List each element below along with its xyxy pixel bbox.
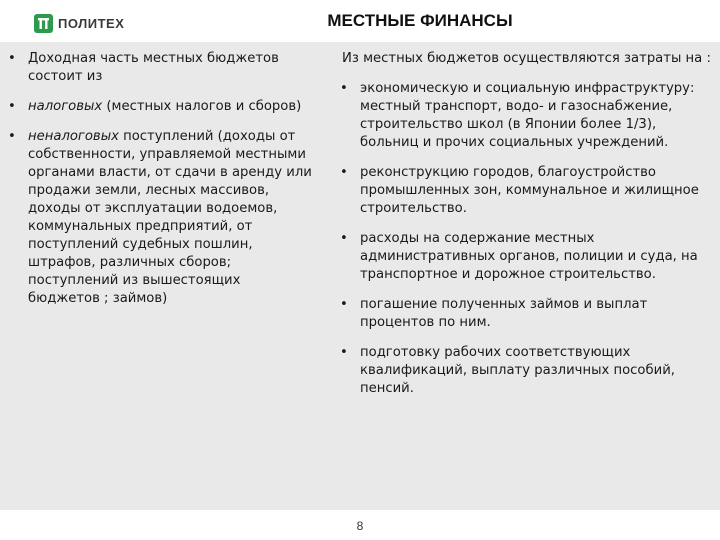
- list-item: [8, 50, 312, 86]
- logo-text: ПОЛИТЕХ: [58, 15, 125, 31]
- bullet-icon: •: [8, 129, 16, 144]
- bullet-icon: •: [8, 99, 16, 114]
- expenses-intro: Из местных бюджетов осуществляются затраты на :: [342, 51, 711, 66]
- politech-logo-mark-icon: [34, 14, 53, 33]
- tax-revenue-term: налоговых: [28, 99, 103, 114]
- header: [0, 0, 720, 42]
- right-column: [340, 50, 712, 398]
- page-title: МЕСТНЫЕ ФИНАНСЫ: [327, 11, 513, 30]
- expense-item: реконструкцию городов, благоустройство промышленных зон, коммунальное и жилищное строительство.: [360, 165, 699, 216]
- bullet-icon: •: [340, 165, 348, 180]
- list-item: [340, 164, 712, 218]
- left-column: [8, 50, 312, 308]
- politech-logo: [34, 12, 124, 34]
- non-tax-revenue-term: неналоговых: [28, 129, 119, 144]
- expense-item: экономическую и социальную инфраструктуру: местный транспорт, водо- и газоснабжение, строительство школ (в Японии более 1/3), больниц и прочих социальных учреждений.: [360, 81, 695, 150]
- bullet-icon: •: [340, 81, 348, 96]
- bullet-icon: •: [340, 297, 348, 312]
- non-tax-revenue-desc: поступлений (доходы от собственности, управляемой местными органами власти, от сдачи в аренду или продажи земли, лесных массивов, доходы от эксплуатации водоемов, коммунальных предприятий, от поступлений судебных пошлин, штрафов, различных сборов; поступлений из вышестоящих бюджетов ; займов): [28, 129, 312, 306]
- expense-item: расходы на содержание местных административных органов, полиции и суда, на транспортное и дорожное строительство.: [360, 231, 698, 282]
- list-item: [340, 296, 712, 332]
- list-item: [340, 80, 712, 152]
- bullet-icon: •: [340, 345, 348, 360]
- list-item: [8, 98, 312, 116]
- list-item: [8, 128, 312, 308]
- list-item: [340, 344, 712, 398]
- bullet-icon: •: [340, 231, 348, 246]
- list-item: [340, 230, 712, 284]
- bullet-icon: •: [8, 51, 16, 66]
- page-number: 8: [356, 519, 364, 533]
- tax-revenue-desc: (местных налогов и сборов): [102, 99, 302, 114]
- non-tax-revenue-text: [28, 128, 312, 308]
- tax-revenue-text: [28, 98, 312, 116]
- revenue-intro: Доходная часть местных бюджетов состоит из: [28, 51, 279, 84]
- expense-item: подготовку рабочих соответствующих квалификаций, выплату различных пособий, пенсий.: [360, 345, 675, 396]
- expense-item: погашение полученных займов и выплат процентов по ним.: [360, 297, 648, 330]
